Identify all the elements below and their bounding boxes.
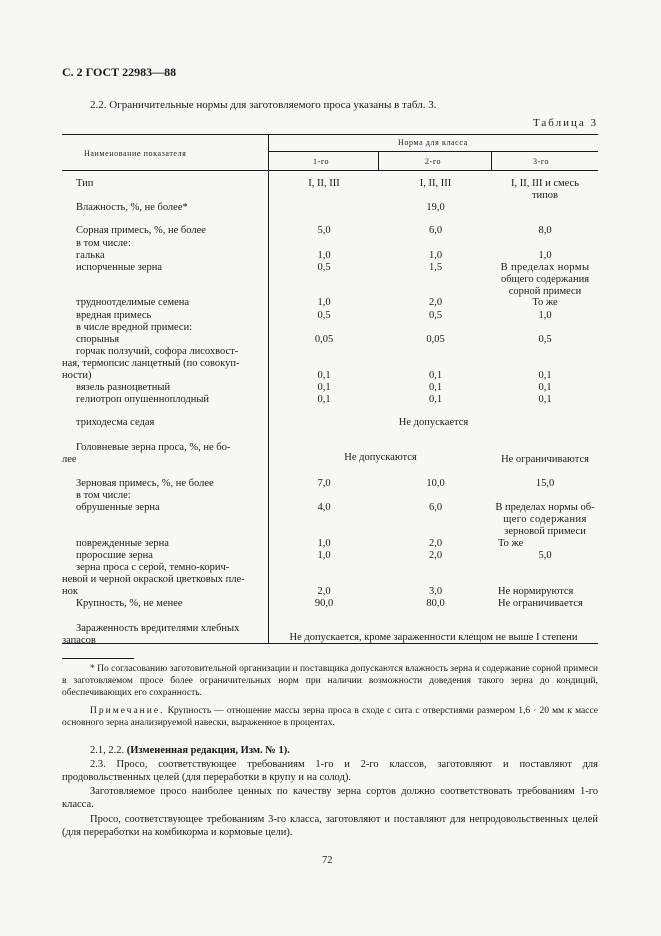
cell-class-1: 1,0 (317, 250, 331, 261)
cell-class-3: В пределах нормы (500, 262, 590, 273)
cell-class-3: 0,1 (538, 394, 552, 405)
row-label: поврежденные зерна (76, 538, 169, 549)
row-label: вредная примесь (76, 310, 152, 321)
cell-class-1: 0,5 (317, 262, 331, 273)
cell-class-1: I, II, III (308, 178, 340, 189)
paragraph-2-3 (62, 758, 598, 784)
cell-class-3-cont: общего содержания (500, 274, 590, 285)
cell-class-3-cont: типов (531, 190, 559, 201)
cell-class-1: 1,0 (317, 550, 331, 561)
row-label: Крупность, %, не менее (76, 598, 183, 609)
row-label: Тип (76, 178, 94, 189)
cell-class-2: 6,0 (428, 225, 443, 236)
cell-all-classes: 19,0 (426, 202, 445, 213)
cell-class-1: 4,0 (317, 502, 331, 513)
cell-class-2: 1,5 (428, 262, 443, 273)
cell-class-3: 1,0 (538, 250, 552, 261)
cell-class-3: 0,5 (538, 334, 552, 345)
cell-class-2: 0,5 (428, 310, 443, 321)
cell-class-1: 0,5 (317, 310, 331, 321)
cell-class-1: 5,0 (317, 225, 331, 236)
note-text: Крупность — отношение массы зерна проса в сходе с сита с отверстиями размером 1,6 · 20 мм к массе основного зерна анализируемой навески, выраженное в процентах. (62, 706, 598, 728)
cell-class-3: 0,1 (538, 382, 552, 393)
row-label: горчак ползучий, софора лисохвост- (76, 346, 239, 357)
cell-class-3: I, II, III и смесь (510, 178, 580, 189)
paragraph-text: Заготовляемое просо наиболее ценных по качеству зерна сортов должно соответствовать требованиям 1-го класса. (62, 786, 598, 810)
col-header-class-2: 2-го (425, 157, 442, 166)
row-label: Головневые зерна проса, %, не бо- (76, 442, 231, 453)
row-label: зерна проса с серой, темно-корич- (76, 562, 230, 573)
page-number: 72 (322, 855, 333, 866)
row-label: триходесма седая (76, 417, 155, 428)
row-label-cont: лее (62, 454, 77, 465)
table-note (62, 705, 598, 729)
cell-class-3: 0,1 (538, 370, 552, 381)
cell-class-3: В пределах нормы об- (495, 502, 595, 513)
row-label: проросшие зерна (76, 550, 153, 561)
cell-class-2: I, II, III (419, 178, 452, 189)
cell-class-2: 80,0 (426, 598, 445, 609)
row-label-cont: ности) (62, 370, 92, 381)
row-label: в числе вредной примеси: (76, 322, 193, 333)
row-label: испорченные зерна (76, 262, 162, 273)
cell-class-1: 0,05 (314, 334, 334, 345)
table-class-rule (268, 151, 598, 152)
row-label: спорынья (76, 334, 120, 345)
row-label: Влажность, %, не более* (76, 202, 188, 213)
cell-class-1-2: Не допускаются (344, 452, 417, 463)
row-label: в том числе: (76, 238, 131, 249)
cell-class-2: 6,0 (428, 502, 443, 513)
footnote-text: * По согласованию заготовительной организации и поставщика допускаются влажность зерна и содержание сорной примеси в заготовляемом просе более ограничительных норм при наличии возможности доведения такого зерна до кондиций, обеспечивающих его сохранность. (62, 664, 598, 698)
cell-class-1: 0,1 (317, 370, 331, 381)
col-header-class-3: 3-го (533, 157, 550, 166)
table-top-rule (62, 134, 598, 135)
cell-class-2: 0,1 (428, 382, 443, 393)
cell-class-2: 0,1 (428, 370, 443, 381)
paragraph-text: 2.3. Просо, соответствующее требованиям 1-го и 2-го классов, заготовляют и поставляют для продовольственных целей (для переработки в крупу и на солод). (62, 759, 598, 783)
cell-class-3: 1,0 (538, 310, 552, 321)
col-header-norm: Норма для класса (398, 138, 468, 147)
row-label: Зерновая примесь, %, не более (76, 478, 214, 489)
cell-class-2: 2,0 (428, 538, 443, 549)
cell-class-1: 2,0 (317, 586, 331, 597)
cell-class-3: То же (498, 538, 524, 549)
intro-paragraph: 2.2. Ограничительные нормы для заготовляемого проса указаны в табл. 3. (90, 99, 437, 111)
row-label-cont: невой и черной окраской цветковых пле- (62, 574, 245, 585)
row-label-cont: запасов (62, 635, 96, 646)
cell-class-3: То же (532, 297, 558, 308)
cell-class-2: 10,0 (426, 478, 445, 489)
cell-class-2: 0,1 (428, 394, 443, 405)
row-label: галька (76, 250, 105, 261)
cell-class-3: 8,0 (538, 225, 552, 236)
row-label: гелиотроп опушенноплодный (76, 394, 210, 405)
cell-class-3-cont: сорной примеси (508, 286, 582, 297)
row-label: Сорная примесь, %, не более (76, 225, 206, 236)
cell-class-2: 0,05 (426, 334, 445, 345)
footnote-rule (62, 658, 134, 659)
row-label: Зараженность вредителями хлебных (76, 623, 240, 634)
page-header: С. 2 ГОСТ 22983—88 (62, 65, 177, 79)
amendment-number: 2.1, 2.2. (90, 745, 127, 756)
row-label: вязель разноцветный (76, 382, 171, 393)
col-header-class-1: 1-го (313, 157, 330, 166)
cell-class-3: 15,0 (535, 478, 555, 489)
cell-class-1: 1,0 (317, 538, 331, 549)
note-heading: Примечание. (90, 706, 165, 716)
paragraph-zagotovlyaemoe (62, 785, 598, 811)
paragraph-text: Просо, соответствующее требованиям 3-го класса, заготовляют и поставляют для непродовольственных целей (для переработки на комбикорма и кормовые цели). (62, 814, 598, 838)
cell-class-3-cont: щего содержания (503, 514, 587, 525)
col-divider-3 (491, 151, 492, 170)
cell-class-1: 7,0 (317, 478, 331, 489)
amendment-bold: (Измененная редакция, Изм. № 1). (126, 745, 290, 756)
cell-class-1: 0,1 (317, 394, 331, 405)
cell-class-3: Не ограничивается (498, 598, 583, 609)
table-header-bottom-rule (62, 170, 598, 171)
cell-class-1: 1,0 (317, 297, 331, 308)
cell-class-2: 2,0 (428, 297, 443, 308)
col-divider-2 (378, 151, 379, 170)
row-label: в том числе: (76, 490, 131, 501)
amendment-line (62, 744, 598, 757)
row-label: трудноотделимые семена (76, 297, 190, 308)
cell-class-3-cont: зерновой примеси (504, 526, 586, 537)
footnote (62, 663, 598, 699)
row-label-cont: нок (62, 586, 78, 597)
cell-all-classes: Не допускается (398, 417, 469, 428)
cell-class-3: Не ограничиваются (501, 454, 589, 465)
row-label: обрушенные зерна (76, 502, 160, 513)
cell-class-2: 1,0 (428, 250, 443, 261)
cell-class-3: 5,0 (538, 550, 552, 561)
col-header-name: Наименование показателя (84, 149, 187, 158)
cell-all-classes: Не допускается, кроме зараженности клещом не выше I степени (289, 632, 578, 643)
table-label: Таблица 3 (532, 117, 598, 129)
cell-class-2: 2,0 (428, 550, 443, 561)
row-label-cont: ная, термопсис ланцетный (по совокуп- (62, 358, 240, 369)
cell-class-1: 0,1 (317, 382, 331, 393)
cell-class-2: 3,0 (428, 586, 443, 597)
cell-class-3: Не нормируются (498, 586, 574, 597)
cell-class-1: 90,0 (314, 598, 334, 609)
paragraph-class-3 (62, 813, 598, 839)
